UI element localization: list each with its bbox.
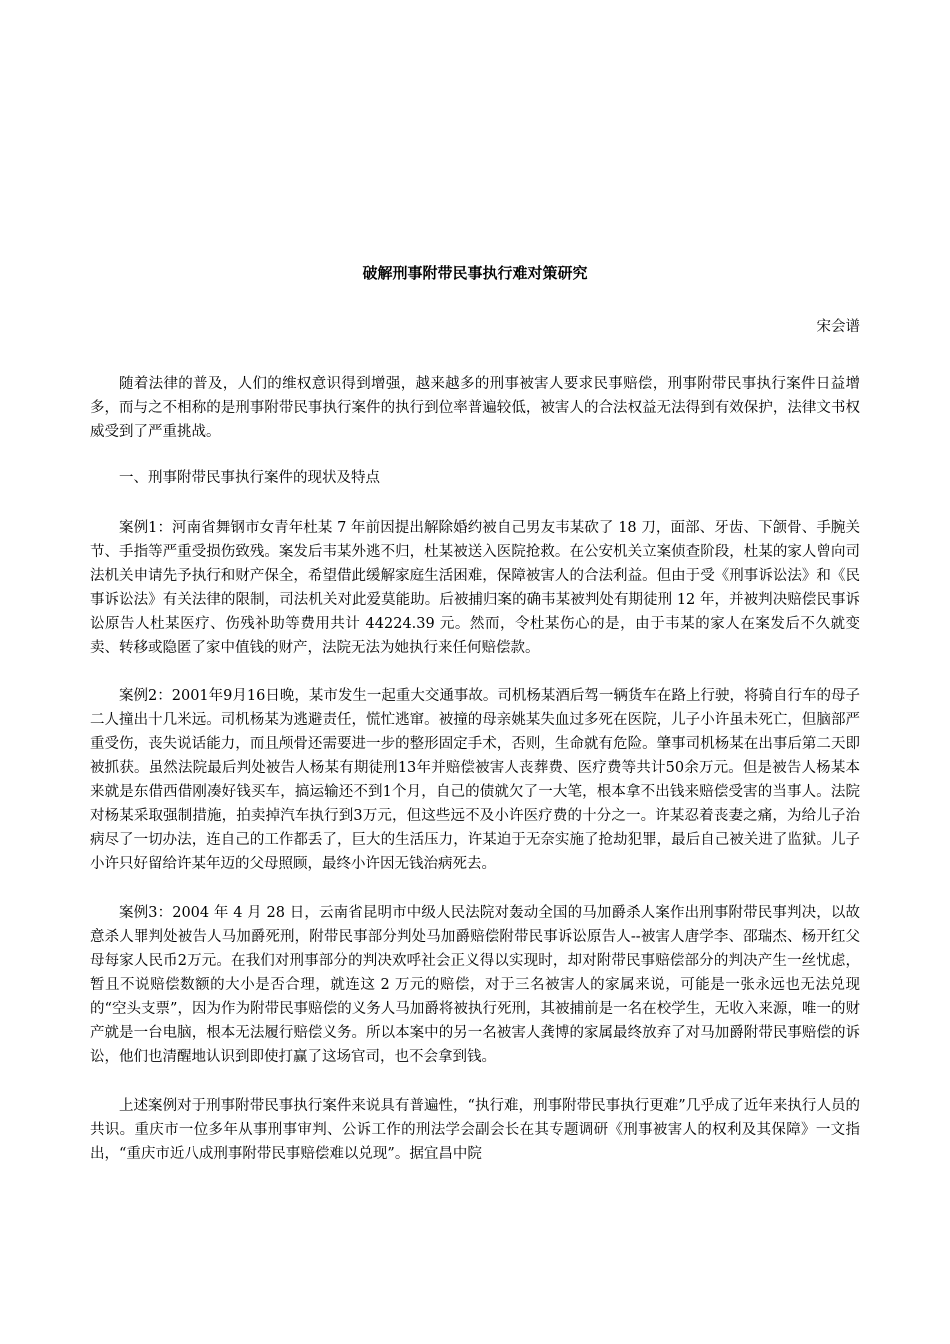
case-2-paragraph: 案例2：2001年9月16日晚，某市发生一起重大交通事故。司机杨某酒后驾一辆货车在路上行驶，将骑自行车的母子二人撞出十几米远。司机杨某为逃避责任，慌忙逃窜。被撞的母亲姚某失血过多死在医院，儿子小许虽未死亡，但脑部严重受伤，丧失说话能力，而且颅骨还需要进一步的整形固定手术，否则，生命就有危险。肇事司机杨某在出事后第二天即被抓获。虽然法院最后判处被告人杨某有期徒刑13年并赔偿被害人丧葬费、医疗费等共计50余万元。但是被告人杨某本来就是东借西借刚凑好钱买车，搞运输还不到1个月，自己的债就欠了一大笔，根本拿不出钱来赔偿受害的当事人。法院对杨某采取强制措施，拍卖掉汽车执行到3万元，但这些远不及小许医疗费的十分之一。许某忍着丧妻之痛，为给儿子治病尽了一切办法，连自己的工作都丢了，巨大的生活压力，许某迫于无奈实施了抢劫犯罪，最后自己被关进了监狱。儿子小许只好留给许某年迈的父母照顾，最终小许因无钱治病死去。: [90, 688, 860, 872]
intro-paragraph: 随着法律的普及，人们的维权意识得到增强，越来越多的刑事被害人要求民事赔偿，刑事附带民事执行案件日益增多，而与之不相称的是刑事附带民事执行案件的执行到位率普遍较低，被害人的合法权益无法得到有效保护，法律文书权威受到了严重挑战。: [90, 376, 860, 440]
document-title: 破解刑事附带民事执行难对策研究: [362, 264, 588, 282]
case-3-paragraph: 案例3：2004 年 4 月 28 日，云南省昆明市中级人民法院对轰动全国的马加爵杀人案作出刑事附带民事判决，以故意杀人罪判处被告人马加爵死刑，附带民事部分判处马加爵赔偿附带民事诉讼原告人--被害人唐学李、邵瑞杰、杨开红父母每家人民币2万元。在我们对刑事部分的判决欢呼社会正义得以实现时，却对附带民事赔偿部分的判决产生一丝忧虑，暂且不说赔偿数额的大小是否合理，就连这 2 万元的赔偿，对于三名被害人的家属来说，可能是一张永远也无法兑现的“空头支票”，因为作为附带民事赔偿的义务人马加爵将被执行死刑，其被捕前是一名在校学生，无收入来源，唯一的财产就是一台电脑，根本无法履行赔偿义务。所以本案中的另一名被害人龚博的家属最终放弃了对马加爵附带民事赔偿的诉讼，他们也清醒地认识到即使打赢了这场官司，也不会拿到钱。: [90, 905, 860, 1065]
author-name: 宋会谱: [816, 319, 860, 335]
summary-paragraph: 上述案例对于刑事附带民事执行案件来说具有普遍性，“执行难，刑事附带民事执行更难”几乎成了近年来执行人员的共识。重庆市一位多年从事刑事审判、公诉工作的刑法学会副会长在其专题调研《刑事被害人的权利及其保障》一文指出，“重庆市近八成刑事附带民事赔偿难以兑现”。据宜昌中院: [90, 1098, 860, 1162]
case-1-paragraph: 案例1：河南省舞钢市女青年杜某 7 年前因提出解除婚约被自己男友韦某砍了 18 刀，面部、牙齿、下颌骨、手腕关节、手指等严重受损伤致残。案发后韦某外逃不归，杜某被送入医院抢救。在公安机关立案侦查阶段，杜某的家人曾向司法机关申请先予执行和财产保全，希望借此缓解家庭生活困难，保障被害人的合法利益。但由于受《刑事诉讼法》和《民事诉讼法》有关法律的限制，司法机关对此爱莫能助。后被捕归案的确韦某被判处有期徒刑 12 年，并被判决赔偿民事诉讼原告人杜某医疗、伤残补助等费用共计 44224.39 元。然而，令杜某伤心的是，由于韦某的家人在案发后不久就变卖、转移或隐匿了家中值钱的财产，法院无法为她执行来任何赔偿款。: [90, 520, 860, 656]
section-heading: 一、刑事附带民事执行案件的现状及特点: [119, 470, 380, 486]
document-page: [90, 262, 860, 1166]
